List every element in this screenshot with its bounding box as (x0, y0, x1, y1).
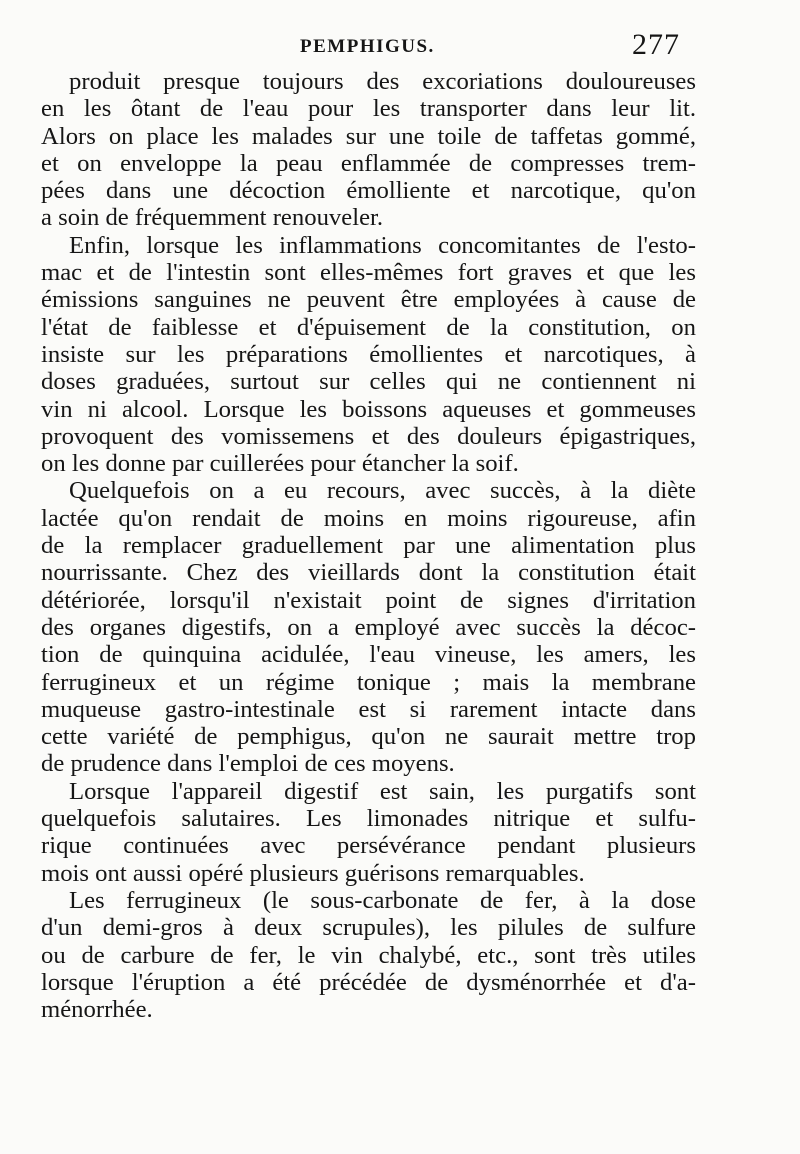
text-line: pées dans une décoction émolliente et narcotique, qu'on (41, 177, 696, 205)
text-line: des organes digestifs, on a employé avec succès la décoc- (41, 613, 696, 641)
text-line: quelquefois salutaires. Les limonades nitrique et sulfu- (41, 805, 696, 833)
text-line: d'un demi-gros à deux scrupules), les pilules de sulfure (41, 914, 696, 942)
page-number: 277 (632, 28, 680, 61)
text-line: de prudence dans l'emploi de ces moyens. (41, 750, 455, 778)
text-line: mac et de l'intestin sont elles-mêmes fort graves et que les (41, 259, 696, 287)
text-line: mois ont aussi opéré plusieurs guérisons remarquables. (41, 859, 585, 887)
text-line: vin ni alcool. Lorsque les boissons aqueuses et gommeuses (41, 395, 696, 423)
text-line: ferrugineux et un régime tonique ; mais la membrane (41, 668, 696, 696)
text-line: Lorsque l'appareil digestif est sain, les purgatifs sont (69, 777, 696, 805)
text-line: et on enveloppe la peau enflammée de compresses trem- (41, 149, 696, 177)
text-line: détériorée, lorsqu'il n'existait point de signes d'irritation (41, 586, 696, 614)
text-line: nourrissante. Chez des vieillards dont la constitution était (41, 559, 696, 587)
text-line: ménorrhée. (41, 996, 153, 1024)
text-line: insiste sur les préparations émollientes et narcotiques, à (41, 340, 696, 368)
text-line: émissions sanguines ne peuvent être employées à cause de (41, 286, 696, 314)
text-line: lactée qu'on rendait de moins en moins rigoureuse, afin (41, 504, 696, 532)
paragraph (41, 68, 696, 232)
text-line: Les ferrugineux (le sous-carbonate de fer, à la dose (69, 886, 696, 914)
text-line: lorsque l'éruption a été précédée de dysménorrhée et d'a- (41, 968, 696, 996)
paragraph (41, 778, 696, 887)
text-line: Alors on place les malades sur une toile de taffetas gommé, (41, 122, 696, 150)
text-line: cette variété de pemphigus, qu'on ne saurait mettre trop (41, 723, 696, 751)
text-line: tion de quinquina acidulée, l'eau vineuse, les amers, les (41, 641, 696, 669)
running-title: PEMPHIGUS. (300, 36, 435, 57)
running-head (0, 30, 800, 66)
text-line: doses graduées, surtout sur celles qui ne contiennent ni (41, 368, 696, 396)
text-line: Quelquefois on a eu recours, avec succès, à la diète (69, 477, 696, 505)
text-line: provoquent des vomissemens et des douleurs épigastriques, (41, 422, 696, 450)
text-line: rique continuées avec persévérance pendant plusieurs (41, 832, 696, 860)
paragraph (41, 477, 696, 777)
text-line: produit presque toujours des excoriations douloureuses (69, 68, 696, 95)
text-line: ou de carbure de fer, le vin chalybé, etc., sont très utiles (41, 941, 696, 969)
text-line: muqueuse gastro-intestinale est si rarement intacte dans (41, 695, 696, 723)
text-line: Enfin, lorsque les inflammations concomitantes de l'esto- (69, 231, 696, 259)
body-text (41, 68, 696, 1023)
text-line: a soin de fréquemment renouveler. (41, 204, 384, 232)
text-line: on les donne par cuillerées pour étancher la soif. (41, 450, 519, 478)
paragraph (41, 232, 696, 478)
text-line: l'état de faiblesse et d'épuisement de la constitution, on (41, 313, 696, 341)
paragraph (41, 887, 696, 1023)
text-line: de la remplacer graduellement par une alimentation plus (41, 532, 696, 560)
text-line: en les ôtant de l'eau pour les transporter dans leur lit. (41, 95, 696, 123)
